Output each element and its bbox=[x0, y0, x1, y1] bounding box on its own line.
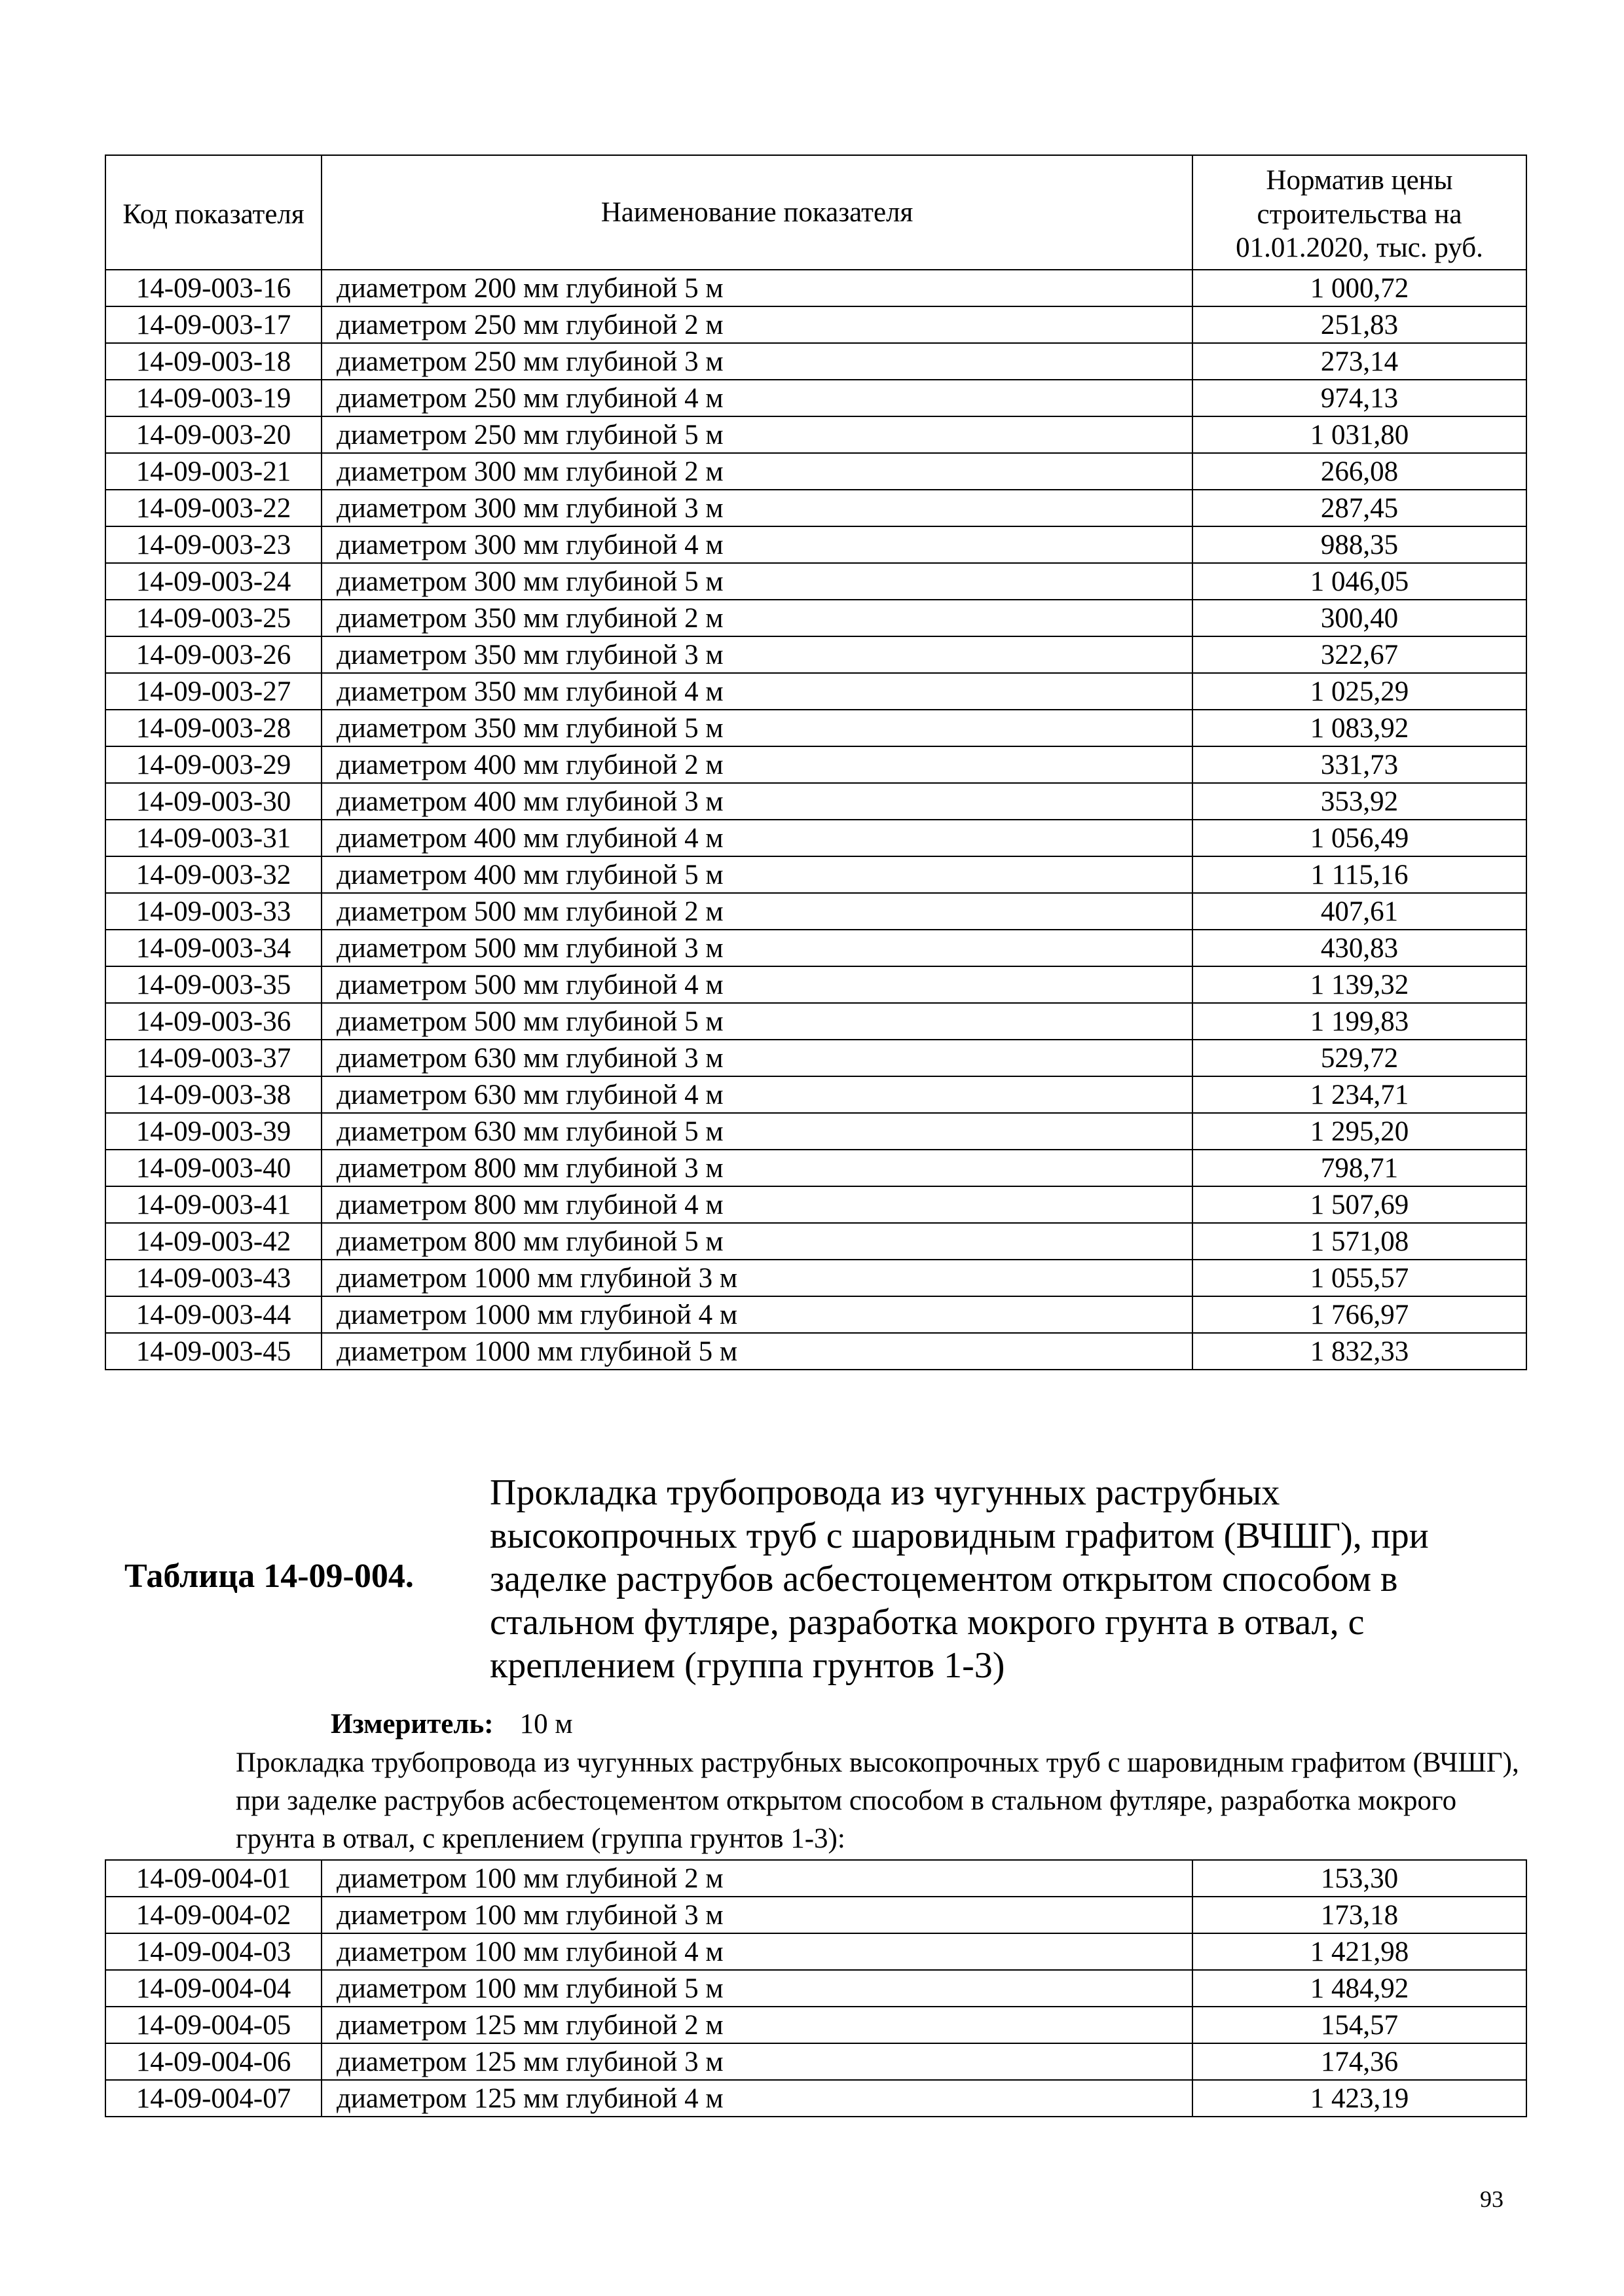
table-row bbox=[105, 2007, 1526, 2043]
row-name: диаметром 630 мм глубиной 4 м bbox=[322, 1076, 1192, 1113]
row-code: 14-09-003-44 bbox=[105, 1296, 322, 1333]
table-row bbox=[105, 856, 1526, 893]
row-value: 322,67 bbox=[1192, 636, 1526, 673]
row-name: диаметром 1000 мм глубиной 3 м bbox=[322, 1260, 1192, 1296]
row-value: 300,40 bbox=[1192, 600, 1526, 636]
row-code: 14-09-004-02 bbox=[105, 1897, 322, 1933]
row-code: 14-09-003-33 bbox=[105, 893, 322, 930]
measure-line bbox=[331, 1708, 573, 1740]
row-value: 1 046,05 bbox=[1192, 563, 1526, 600]
table-label: Таблица 14-09-004. bbox=[124, 1558, 414, 1595]
table-title: Прокладка трубопровода из чугунных раструбных высокопрочных труб с шаровидным графитом (ВЧШГ), при заделке раструбов асбестоцементом открытом способом в стальном футляре, разработка мокрого грунта в отвал, с креплением (группа грунтов 1-3) bbox=[490, 1472, 1429, 1686]
table-row bbox=[105, 1333, 1526, 1370]
table-row bbox=[105, 453, 1526, 490]
table-row bbox=[105, 1897, 1526, 1933]
row-name: диаметром 350 мм глубиной 2 м bbox=[322, 600, 1192, 636]
row-name: диаметром 125 мм глубиной 2 м bbox=[322, 2007, 1192, 2043]
table-row bbox=[105, 673, 1526, 710]
row-name: диаметром 100 мм глубиной 3 м bbox=[322, 1897, 1192, 1933]
table-row bbox=[105, 636, 1526, 673]
table-row bbox=[105, 930, 1526, 966]
table-row bbox=[105, 490, 1526, 526]
row-value: 1 507,69 bbox=[1192, 1186, 1526, 1223]
row-code: 14-09-003-45 bbox=[105, 1333, 322, 1370]
row-code: 14-09-003-25 bbox=[105, 600, 322, 636]
table-row bbox=[105, 380, 1526, 416]
table-row bbox=[105, 710, 1526, 746]
row-name: диаметром 250 мм глубиной 3 м bbox=[322, 343, 1192, 380]
row-name: диаметром 400 мм глубиной 5 м bbox=[322, 856, 1192, 893]
row-code: 14-09-003-26 bbox=[105, 636, 322, 673]
row-code: 14-09-003-19 bbox=[105, 380, 322, 416]
row-code: 14-09-003-39 bbox=[105, 1113, 322, 1150]
row-code: 14-09-003-27 bbox=[105, 673, 322, 710]
row-name: диаметром 100 мм глубиной 5 м bbox=[322, 1970, 1192, 2007]
row-name: диаметром 300 мм глубиной 4 м bbox=[322, 526, 1192, 563]
table-row bbox=[105, 820, 1526, 856]
table-row bbox=[105, 306, 1526, 343]
row-name: диаметром 1000 мм глубиной 5 м bbox=[322, 1333, 1192, 1370]
price-table-14-09-003 bbox=[105, 155, 1527, 1370]
row-value: 430,83 bbox=[1192, 930, 1526, 966]
row-code: 14-09-004-04 bbox=[105, 1970, 322, 2007]
row-value: 529,72 bbox=[1192, 1040, 1526, 1076]
row-value: 331,73 bbox=[1192, 746, 1526, 783]
row-value: 1 000,72 bbox=[1192, 270, 1526, 306]
row-value: 251,83 bbox=[1192, 306, 1526, 343]
row-code: 14-09-003-17 bbox=[105, 306, 322, 343]
row-value: 287,45 bbox=[1192, 490, 1526, 526]
row-value: 1 031,80 bbox=[1192, 416, 1526, 453]
row-code: 14-09-004-06 bbox=[105, 2043, 322, 2080]
row-name: диаметром 500 мм глубиной 3 м bbox=[322, 930, 1192, 966]
table-row bbox=[105, 1860, 1526, 1897]
row-code: 14-09-003-16 bbox=[105, 270, 322, 306]
table-row bbox=[105, 1186, 1526, 1223]
row-value: 1 083,92 bbox=[1192, 710, 1526, 746]
row-value: 1 199,83 bbox=[1192, 1003, 1526, 1040]
row-name: диаметром 350 мм глубиной 4 м bbox=[322, 673, 1192, 710]
row-name: диаметром 350 мм глубиной 3 м bbox=[322, 636, 1192, 673]
header-code: Код показателя bbox=[105, 155, 322, 270]
row-code: 14-09-003-37 bbox=[105, 1040, 322, 1076]
row-name: диаметром 250 мм глубиной 4 м bbox=[322, 380, 1192, 416]
row-value: 1 056,49 bbox=[1192, 820, 1526, 856]
table-row bbox=[105, 1150, 1526, 1186]
row-code: 14-09-003-35 bbox=[105, 966, 322, 1003]
row-name: диаметром 800 мм глубиной 3 м bbox=[322, 1150, 1192, 1186]
row-code: 14-09-003-30 bbox=[105, 783, 322, 820]
section-description: Прокладка трубопровода из чугунных раструбных высокопрочных труб с шаровидным графитом (ВЧШГ), при заделке раструбов асбестоцементом открытом способом в стальном футляре, разработка мокрого грунта в отвал, с креплением (группа грунтов 1-3): bbox=[236, 1747, 1519, 1854]
row-value: 273,14 bbox=[1192, 343, 1526, 380]
table-row bbox=[105, 600, 1526, 636]
row-value: 1 115,16 bbox=[1192, 856, 1526, 893]
row-value: 1 139,32 bbox=[1192, 966, 1526, 1003]
table-row bbox=[105, 2080, 1526, 2117]
measure-value: 10 м bbox=[519, 1709, 573, 1740]
table-row bbox=[105, 1933, 1526, 1970]
row-value: 173,18 bbox=[1192, 1897, 1526, 1933]
row-code: 14-09-004-07 bbox=[105, 2080, 322, 2117]
table-row bbox=[105, 270, 1526, 306]
row-code: 14-09-003-22 bbox=[105, 490, 322, 526]
measure-label: Измеритель: bbox=[331, 1709, 494, 1740]
row-code: 14-09-004-03 bbox=[105, 1933, 322, 1970]
row-value: 988,35 bbox=[1192, 526, 1526, 563]
row-name: диаметром 100 мм глубиной 4 м bbox=[322, 1933, 1192, 1970]
row-value: 153,30 bbox=[1192, 1860, 1526, 1897]
row-name: диаметром 500 мм глубиной 2 м bbox=[322, 893, 1192, 930]
row-value: 1 423,19 bbox=[1192, 2080, 1526, 2117]
row-value: 1 421,98 bbox=[1192, 1933, 1526, 1970]
row-value: 353,92 bbox=[1192, 783, 1526, 820]
table-row bbox=[105, 1003, 1526, 1040]
row-code: 14-09-003-18 bbox=[105, 343, 322, 380]
row-code: 14-09-003-34 bbox=[105, 930, 322, 966]
row-name: диаметром 800 мм глубиной 5 м bbox=[322, 1223, 1192, 1260]
row-name: диаметром 800 мм глубиной 4 м bbox=[322, 1186, 1192, 1223]
table-row bbox=[105, 526, 1526, 563]
row-code: 14-09-003-23 bbox=[105, 526, 322, 563]
row-name: диаметром 400 мм глубиной 4 м bbox=[322, 820, 1192, 856]
row-value: 1 055,57 bbox=[1192, 1260, 1526, 1296]
row-name: диаметром 400 мм глубиной 2 м bbox=[322, 746, 1192, 783]
row-value: 154,57 bbox=[1192, 2007, 1526, 2043]
row-name: диаметром 630 мм глубиной 5 м bbox=[322, 1113, 1192, 1150]
table-row bbox=[105, 783, 1526, 820]
row-code: 14-09-004-05 bbox=[105, 2007, 322, 2043]
table-row bbox=[105, 1260, 1526, 1296]
row-code: 14-09-003-28 bbox=[105, 710, 322, 746]
row-value: 266,08 bbox=[1192, 453, 1526, 490]
row-name: диаметром 100 мм глубиной 2 м bbox=[322, 1860, 1192, 1897]
row-code: 14-09-003-43 bbox=[105, 1260, 322, 1296]
row-code: 14-09-003-38 bbox=[105, 1076, 322, 1113]
row-value: 1 234,71 bbox=[1192, 1076, 1526, 1113]
row-code: 14-09-003-31 bbox=[105, 820, 322, 856]
row-name: диаметром 630 мм глубиной 3 м bbox=[322, 1040, 1192, 1076]
row-name: диаметром 500 мм глубиной 4 м bbox=[322, 966, 1192, 1003]
row-code: 14-09-003-40 bbox=[105, 1150, 322, 1186]
row-value: 1 295,20 bbox=[1192, 1113, 1526, 1150]
table-row bbox=[105, 1970, 1526, 2007]
table-header-row bbox=[105, 155, 1526, 270]
row-name: диаметром 250 мм глубиной 2 м bbox=[322, 306, 1192, 343]
row-value: 1 484,92 bbox=[1192, 1970, 1526, 2007]
row-name: диаметром 200 мм глубиной 5 м bbox=[322, 270, 1192, 306]
table-row bbox=[105, 2043, 1526, 2080]
header-name: Наименование показателя bbox=[322, 155, 1192, 270]
row-value: 407,61 bbox=[1192, 893, 1526, 930]
table-row bbox=[105, 746, 1526, 783]
row-value: 974,13 bbox=[1192, 380, 1526, 416]
row-name: диаметром 125 мм глубиной 4 м bbox=[322, 2080, 1192, 2117]
table-row bbox=[105, 1223, 1526, 1260]
row-value: 1 766,97 bbox=[1192, 1296, 1526, 1333]
table-row bbox=[105, 1296, 1526, 1333]
table-row bbox=[105, 893, 1526, 930]
table-row bbox=[105, 563, 1526, 600]
row-name: диаметром 400 мм глубиной 3 м bbox=[322, 783, 1192, 820]
price-table-14-09-004 bbox=[105, 1859, 1527, 2117]
row-code: 14-09-003-20 bbox=[105, 416, 322, 453]
header-value: Норматив цены строительства на 01.01.2020, тыс. руб. bbox=[1192, 155, 1526, 270]
row-code: 14-09-003-29 bbox=[105, 746, 322, 783]
table-row bbox=[105, 1113, 1526, 1150]
row-code: 14-09-003-24 bbox=[105, 563, 322, 600]
row-code: 14-09-003-21 bbox=[105, 453, 322, 490]
row-code: 14-09-003-42 bbox=[105, 1223, 322, 1260]
row-name: диаметром 250 мм глубиной 5 м bbox=[322, 416, 1192, 453]
row-name: диаметром 350 мм глубиной 5 м bbox=[322, 710, 1192, 746]
row-code: 14-09-003-36 bbox=[105, 1003, 322, 1040]
row-name: диаметром 500 мм глубиной 5 м bbox=[322, 1003, 1192, 1040]
table-row bbox=[105, 1076, 1526, 1113]
table-row bbox=[105, 343, 1526, 380]
row-code: 14-09-003-41 bbox=[105, 1186, 322, 1223]
row-name: диаметром 1000 мм глубиной 4 м bbox=[322, 1296, 1192, 1333]
page-number: 93 bbox=[1480, 2186, 1504, 2212]
table-row bbox=[105, 416, 1526, 453]
row-value: 1 571,08 bbox=[1192, 1223, 1526, 1260]
row-name: диаметром 125 мм глубиной 3 м bbox=[322, 2043, 1192, 2080]
row-name: диаметром 300 мм глубиной 5 м bbox=[322, 563, 1192, 600]
table-row bbox=[105, 1040, 1526, 1076]
row-name: диаметром 300 мм глубиной 3 м bbox=[322, 490, 1192, 526]
row-name: диаметром 300 мм глубиной 2 м bbox=[322, 453, 1192, 490]
row-value: 174,36 bbox=[1192, 2043, 1526, 2080]
row-value: 1 832,33 bbox=[1192, 1333, 1526, 1370]
row-code: 14-09-003-32 bbox=[105, 856, 322, 893]
row-code: 14-09-004-01 bbox=[105, 1860, 322, 1897]
table-row bbox=[105, 966, 1526, 1003]
row-value: 1 025,29 bbox=[1192, 673, 1526, 710]
row-value: 798,71 bbox=[1192, 1150, 1526, 1186]
